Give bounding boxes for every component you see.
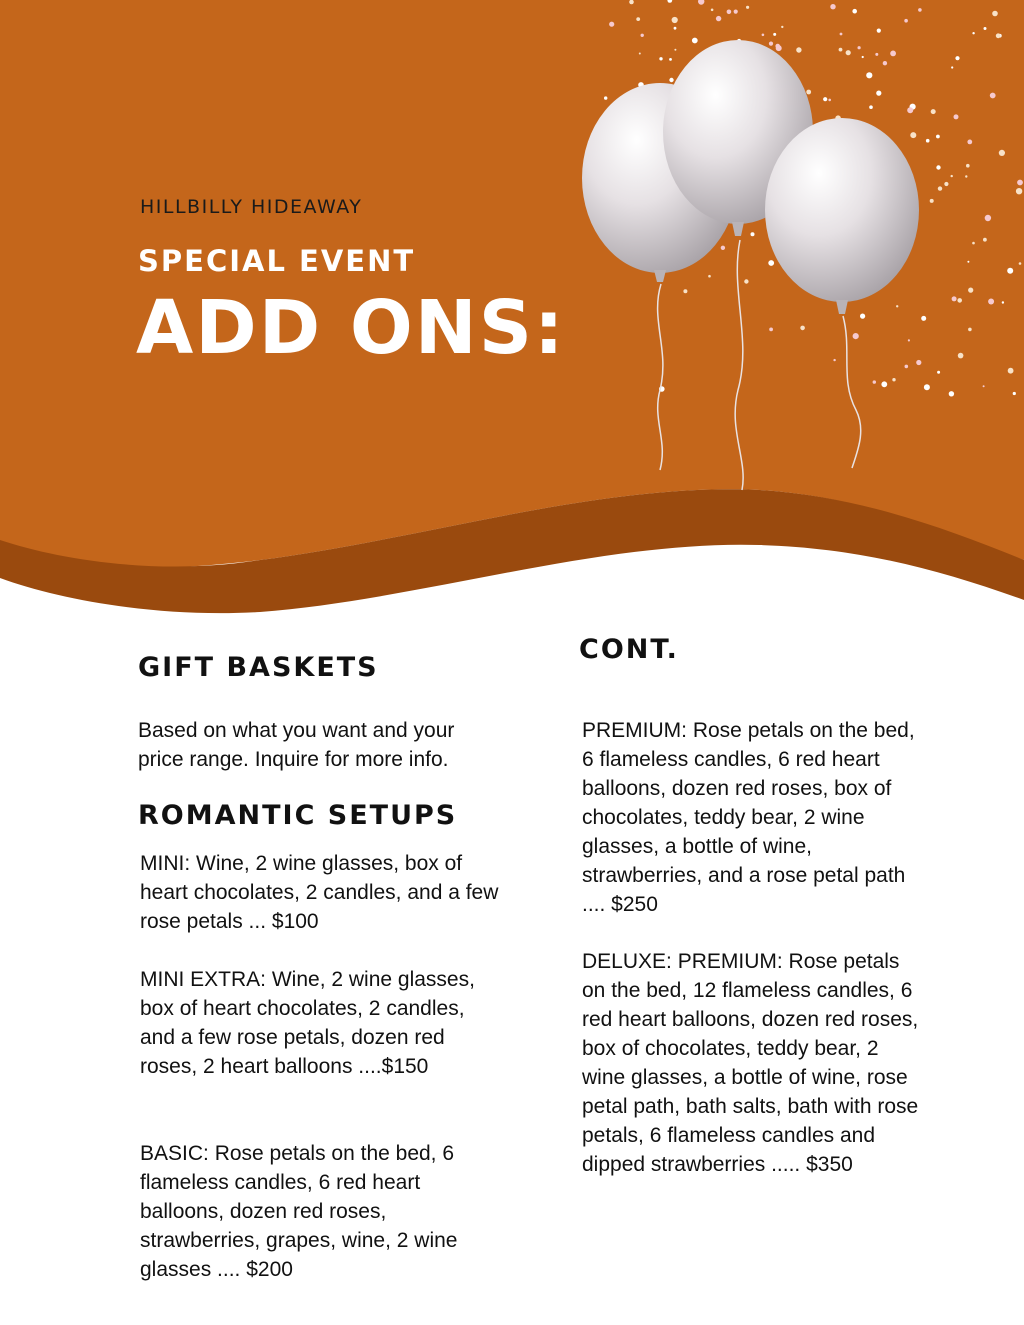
confetti-dot bbox=[958, 353, 964, 359]
cont-heading: CONT. bbox=[579, 634, 679, 665]
confetti-dot bbox=[972, 32, 974, 34]
confetti-dot bbox=[944, 182, 948, 186]
confetti-dot bbox=[904, 19, 908, 23]
confetti-dot bbox=[636, 17, 640, 21]
confetti-dot bbox=[721, 246, 725, 250]
gift-baskets-heading: GIFT BASKETS bbox=[138, 652, 379, 683]
confetti-dot bbox=[949, 391, 954, 396]
confetti-dot bbox=[954, 114, 959, 119]
confetti-dot bbox=[716, 16, 721, 21]
confetti-dot bbox=[921, 316, 926, 321]
confetti-dot bbox=[896, 305, 898, 307]
romantic-mini-extra: MINI EXTRA: Wine, 2 wine glasses, box of heart chocolates, 2 candles, and a few rose petals, dozen red roses, 2 heart balloons ....$150 bbox=[140, 968, 475, 1078]
confetti-dot bbox=[669, 78, 673, 82]
confetti-dot bbox=[875, 53, 878, 56]
confetti-dot bbox=[937, 371, 940, 374]
confetti-dot bbox=[744, 279, 748, 283]
confetti-dot bbox=[708, 275, 711, 278]
confetti-dot bbox=[966, 164, 970, 168]
confetti-dot bbox=[769, 328, 773, 332]
confetti-dot bbox=[828, 99, 831, 102]
confetti-dot bbox=[968, 288, 973, 293]
confetti-dot bbox=[955, 56, 959, 60]
confetti-dot bbox=[924, 384, 930, 390]
confetti-dot bbox=[972, 242, 975, 245]
confetti-dot bbox=[883, 61, 887, 65]
confetti-dot bbox=[769, 42, 773, 46]
brand-name: HILLBILLY HIDEAWAY bbox=[140, 196, 363, 218]
page-kicker: SPECIAL EVENT bbox=[138, 244, 416, 278]
confetti-dot bbox=[1016, 188, 1022, 194]
page-title: ADD ONS: bbox=[136, 285, 566, 371]
confetti-dot bbox=[830, 4, 835, 9]
confetti-dot bbox=[910, 132, 916, 138]
confetti-dot bbox=[862, 56, 864, 58]
confetti-dot bbox=[751, 232, 755, 236]
confetti-dot bbox=[768, 260, 774, 266]
confetti-dot bbox=[604, 96, 607, 99]
confetti-dot bbox=[672, 17, 678, 23]
confetti-dot bbox=[984, 27, 987, 30]
confetti-dot bbox=[727, 10, 732, 15]
confetti-dot bbox=[692, 38, 698, 44]
deluxe-setup: DELUXE: PREMIUM: Rose petals on the bed, 12 flameless candles, 6 red heart balloons, dozen red roses, box of chocolates, teddy bear, 2 wine glasses, a bottle of wine, rose petal path, bath salts, bath with rose petals, 6 flameless candles and dipped strawberries ..... $350 bbox=[582, 950, 919, 1176]
confetti-dot bbox=[951, 175, 953, 177]
confetti-dot bbox=[996, 33, 1001, 38]
confetti-dot bbox=[823, 97, 827, 101]
confetti-dot bbox=[1019, 262, 1022, 265]
confetti-dot bbox=[639, 53, 641, 55]
confetti-dot bbox=[775, 44, 780, 49]
confetti-dot bbox=[990, 93, 996, 99]
confetti-dot bbox=[839, 48, 843, 52]
confetti-dot bbox=[992, 11, 998, 17]
confetti-dot bbox=[908, 339, 910, 341]
confetti-dot bbox=[890, 51, 896, 57]
confetti-dot bbox=[641, 34, 644, 37]
confetti-dot bbox=[938, 186, 942, 190]
confetti-dot bbox=[674, 49, 676, 51]
confetti-dot bbox=[852, 9, 857, 14]
confetti-dot bbox=[881, 381, 887, 387]
confetti-dot bbox=[669, 58, 672, 61]
confetti-dot bbox=[951, 66, 953, 68]
confetti-dot bbox=[916, 360, 921, 365]
confetti-dot bbox=[957, 298, 962, 303]
confetti-dot bbox=[1002, 301, 1004, 303]
confetti-dot bbox=[965, 175, 967, 177]
confetti-dot bbox=[967, 140, 972, 145]
confetti-dot bbox=[983, 238, 987, 242]
confetti-dot bbox=[869, 105, 873, 109]
confetti-dot bbox=[860, 314, 865, 319]
gift-baskets-text: Based on what you want and your price range. Inquire for more info. bbox=[138, 719, 455, 771]
confetti-dot bbox=[806, 90, 811, 95]
confetti-dot bbox=[659, 57, 662, 60]
confetti-dot bbox=[609, 22, 614, 27]
confetti-dot bbox=[968, 328, 972, 332]
romantic-basic: BASIC: Rose petals on the bed, 6 flameless candles, 6 red heart balloons, dozen red roses, strawberries, grapes, wine, 2 wine glasses .... $200 bbox=[140, 1142, 458, 1281]
romantic-mini: MINI: Wine, 2 wine glasses, box of heart chocolates, 2 candles, and a few rose petals ... $100 bbox=[140, 852, 499, 933]
confetti-dot bbox=[1017, 180, 1023, 186]
confetti-dot bbox=[967, 261, 969, 263]
confetti-dot bbox=[866, 72, 872, 78]
confetti-dot bbox=[876, 91, 881, 96]
confetti-dot bbox=[858, 46, 861, 49]
confetti-dot bbox=[936, 165, 940, 169]
confetti-dot bbox=[926, 139, 930, 143]
confetti-dot bbox=[674, 27, 677, 30]
confetti-dot bbox=[781, 26, 783, 28]
confetti-dot bbox=[853, 333, 859, 339]
confetti-dot bbox=[930, 199, 934, 203]
confetti-dot bbox=[1013, 392, 1016, 395]
confetti-dot bbox=[1008, 368, 1014, 374]
confetti-dot bbox=[905, 365, 909, 369]
confetti-dot bbox=[873, 380, 876, 383]
confetti-dot bbox=[846, 50, 851, 55]
confetti-dot bbox=[734, 10, 738, 14]
confetti-dot bbox=[918, 8, 922, 12]
confetti-dot bbox=[936, 135, 940, 139]
confetti-dot bbox=[988, 299, 994, 305]
confetti-dot bbox=[999, 150, 1005, 156]
confetti-dot bbox=[711, 9, 714, 12]
confetti-dot bbox=[983, 385, 985, 387]
confetti-dot bbox=[877, 29, 881, 33]
confetti-dot bbox=[746, 6, 749, 9]
confetti-dot bbox=[800, 326, 805, 331]
confetti-dot bbox=[1007, 268, 1013, 274]
confetti-dot bbox=[892, 378, 895, 381]
confetti-dot bbox=[985, 215, 991, 221]
premium-setup: PREMIUM: Rose petals on the bed, 6 flameless candles, 6 red heart balloons, dozen red roses, box of chocolates, teddy bear, 2 wine glasses, a bottle of wine, strawberries, and a rose petal path .... $250 bbox=[582, 719, 915, 916]
romantic-setups-heading: ROMANTIC SETUPS bbox=[138, 800, 458, 831]
confetti-dot bbox=[952, 296, 957, 301]
confetti-dot bbox=[833, 359, 835, 361]
confetti-dot bbox=[840, 33, 843, 36]
confetti-dot bbox=[907, 107, 913, 113]
confetti-dot bbox=[773, 33, 776, 36]
confetti-dot bbox=[683, 289, 687, 293]
confetti-dot bbox=[796, 47, 801, 52]
confetti-dot bbox=[762, 34, 765, 37]
confetti-dot bbox=[931, 109, 936, 114]
